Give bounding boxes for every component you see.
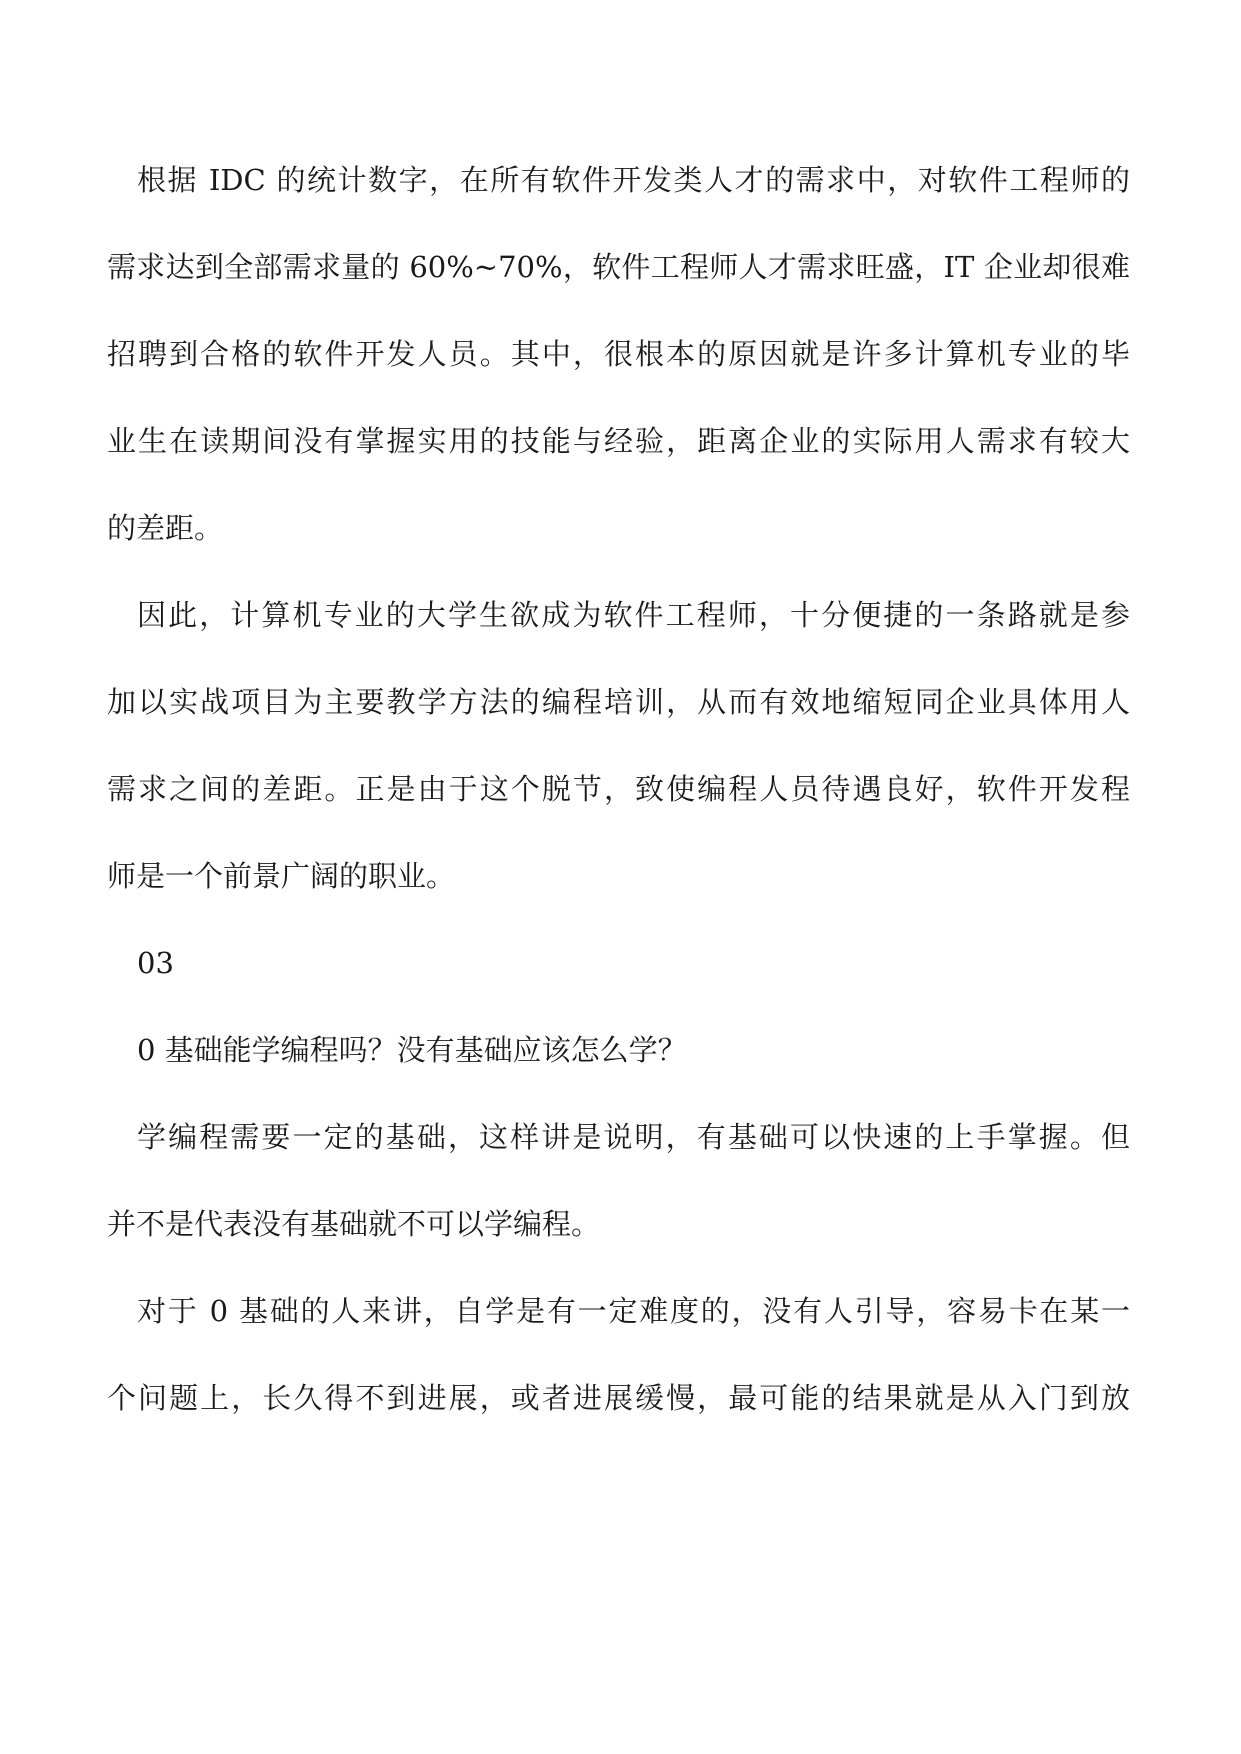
paragraph-line: 加以实战项目为主要教学方法的编程培训，从而有效地缩短同企业具体用人 [107,685,1130,719]
document-body [107,137,1130,1442]
paragraph-line: 的差距。 [107,511,224,545]
paragraph-line: 需求之间的差距。正是由于这个脱节，致使编程人员待遇良好，软件开发程 [107,772,1130,806]
paragraph-line: 对于 0 基础的人来讲，自学是有一定难度的，没有人引导，容易卡在某一 [137,1294,1130,1328]
paragraph-line: 因此，计算机专业的大学生欲成为软件工程师，十分便捷的一条路就是参 [137,598,1130,632]
paragraph-line: 需求达到全部需求量的 60%~70%，软件工程师人才需求旺盛，IT 企业却很难 [107,250,1130,284]
section-heading [107,1007,1130,1094]
paragraph-idc-demand [107,137,1130,572]
paragraph-line: 学编程需要一定的基础，这样讲是说明，有基础可以快速的上手掌握。但 [137,1120,1130,1154]
paragraph-line: 招聘到合格的软件开发人员。其中，很根本的原因就是许多计算机专业的毕 [107,337,1130,371]
paragraph-training-path [107,572,1130,920]
paragraph-line: 业生在读期间没有掌握实用的技能与经验，距离企业的实际用人需求有较大 [107,424,1130,458]
section-number-text: 03 [137,946,174,980]
paragraph-line: 个问题上，长久得不到进展，或者进展缓慢，最可能的结果就是从入门到放 [107,1381,1130,1415]
section-number [107,920,1130,1007]
section-heading-text: 0 基础能学编程吗？没有基础应该怎么学？ [137,1033,687,1067]
paragraph-line: 并不是代表没有基础就不可以学编程。 [107,1207,601,1241]
paragraph-self-study [107,1268,1130,1442]
paragraph-line: 根据 IDC 的统计数字，在所有软件开发类人才的需求中，对软件工程师的 [137,163,1130,197]
paragraph-line: 师是一个前景广阔的职业。 [107,859,456,893]
paragraph-foundation [107,1094,1130,1268]
